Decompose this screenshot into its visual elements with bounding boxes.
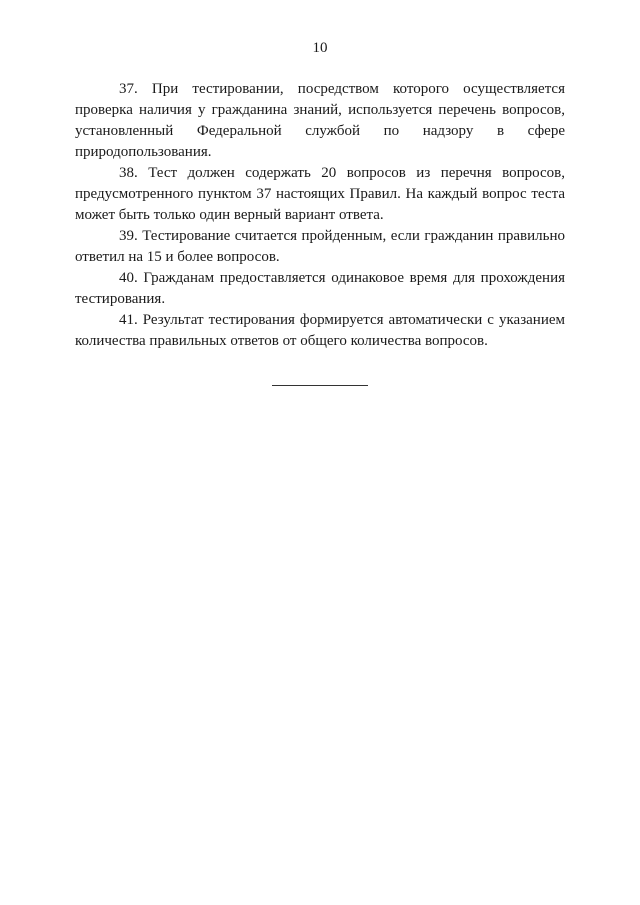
end-separator-line [272, 385, 368, 386]
document-body [75, 79, 565, 352]
paragraph-39: 39. Тестирование считается пройденным, если гражданин правильно ответил на 15 и более вопросов. [75, 228, 565, 265]
paragraph-37: 37. При тестировании, посредством которого осуществляется проверка наличия у гражданина знаний, используется перечень вопросов, установленный Федеральной службой по надзору в сфере природопользования. [75, 81, 565, 160]
paragraph-40: 40. Гражданам предоставляется одинаковое время для прохождения тестирования. [75, 270, 565, 307]
paragraph-41: 41. Результат тестирования формируется автоматически с указанием количества правильных ответов от общего количества вопросов. [75, 312, 565, 349]
page-number: 10 [312, 40, 328, 56]
paragraph-38: 38. Тест должен содержать 20 вопросов из перечня вопросов, предусмотренного пунктом 37 настоящих Правил. На каждый вопрос теста может быть только один верный вариант ответа. [75, 165, 565, 223]
